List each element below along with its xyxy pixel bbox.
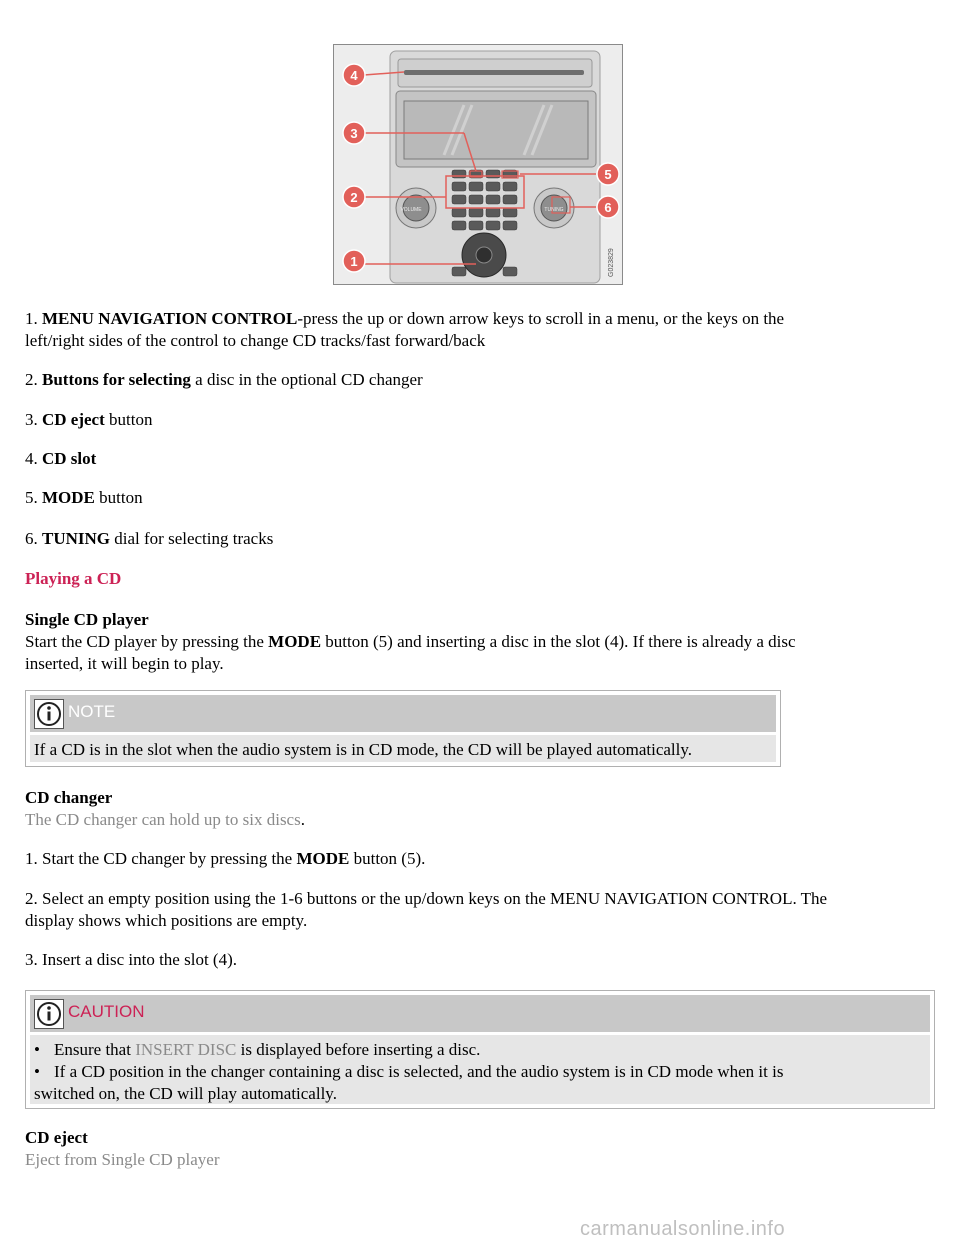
note-header: [30, 695, 776, 732]
single-cd-heading: Single CD player: [25, 610, 149, 629]
legend-item-3: 3. CD eject button: [25, 410, 153, 429]
note-body: If a CD is in the slot when the audio system is in CD mode, the CD will be played automatically.: [30, 735, 776, 762]
eject-single-link[interactable]: Eject from Single CD player: [25, 1150, 220, 1169]
info-icon: [34, 699, 64, 729]
cd-changer-link[interactable]: The CD changer can hold up to six discs: [25, 810, 301, 829]
cd-slot: [404, 70, 584, 75]
changer-step-3: 3. Insert a disc into the slot (4).: [25, 950, 237, 969]
changer-step-2: 2. Select an empty position using the 1-6 buttons or the up/down keys on the MENU NAVIGATION CONTROL. The display shows which positions are empty.: [25, 889, 828, 930]
callout-6: 6: [604, 200, 612, 215]
caution-bullet-2: • If a CD position in the changer containing a disc is selected, and the audio system is in CD mode when it is: [34, 1062, 784, 1081]
display: [404, 101, 588, 159]
bullet-icon: •: [34, 1040, 40, 1059]
note-title: NOTE: [68, 702, 116, 721]
callout-5: 5: [604, 167, 612, 182]
section-heading: Playing a CD: [25, 569, 122, 588]
legend-item-4: 4. CD slot: [25, 449, 97, 468]
callout-1: 1: [350, 254, 358, 269]
legend-item-6: 6. TUNING dial for selecting tracks: [25, 529, 274, 548]
single-cd-section: Single CD player Start the CD player by pressing the MODE button (5) and inserting a disc in the slot (4). If there is already a disc inserted, it will begin to play.: [25, 610, 796, 673]
info-icon: [34, 999, 64, 1029]
cd-changer-section: CD changer The CD changer can hold up to six discs.: [25, 788, 305, 829]
caution-header: [30, 995, 930, 1032]
callout-3: 3: [350, 126, 358, 141]
caution-body: [30, 1035, 930, 1104]
legend-item-5: 5. MODE button: [25, 488, 143, 507]
callout-4: 4: [350, 68, 358, 83]
audio-panel-figure: [333, 44, 623, 285]
caution-bullet-2-continued: switched on, the CD will play automatically.: [34, 1084, 337, 1103]
changer-step-1: 1. Start the CD changer by pressing the MODE button (5).: [25, 849, 426, 868]
image-code: G023829: [608, 248, 615, 277]
caution-box: [25, 990, 935, 1109]
note-box: [25, 690, 781, 767]
cd-eject-section: [25, 1127, 935, 1171]
caution-title: CAUTION: [68, 1002, 145, 1021]
caution-bullet-1: • Ensure that INSERT DISC is displayed before inserting a disc.: [34, 1040, 481, 1059]
legend-item-2: 2. Buttons for selecting a disc in the optional CD changer: [25, 370, 423, 389]
callout-2: 2: [350, 190, 358, 205]
cd-changer-heading: CD changer: [25, 788, 113, 807]
watermark: carmanualsonline.info: [580, 1218, 786, 1240]
cd-eject-heading: CD eject: [25, 1128, 88, 1147]
legend-item-1: 1. MENU NAVIGATION CONTROL-press the up or down arrow keys to scroll in a menu, or the keys on the left/right sides of the control to change CD tracks/fast forward/back: [25, 309, 785, 350]
tuning-knob-label: TUNING: [544, 207, 564, 213]
insert-disc-text: INSERT DISC: [135, 1040, 237, 1059]
volume-knob-label: VOLUME: [400, 207, 422, 213]
audio-panel-illustration: [334, 45, 622, 284]
bullet-icon: •: [34, 1062, 40, 1081]
